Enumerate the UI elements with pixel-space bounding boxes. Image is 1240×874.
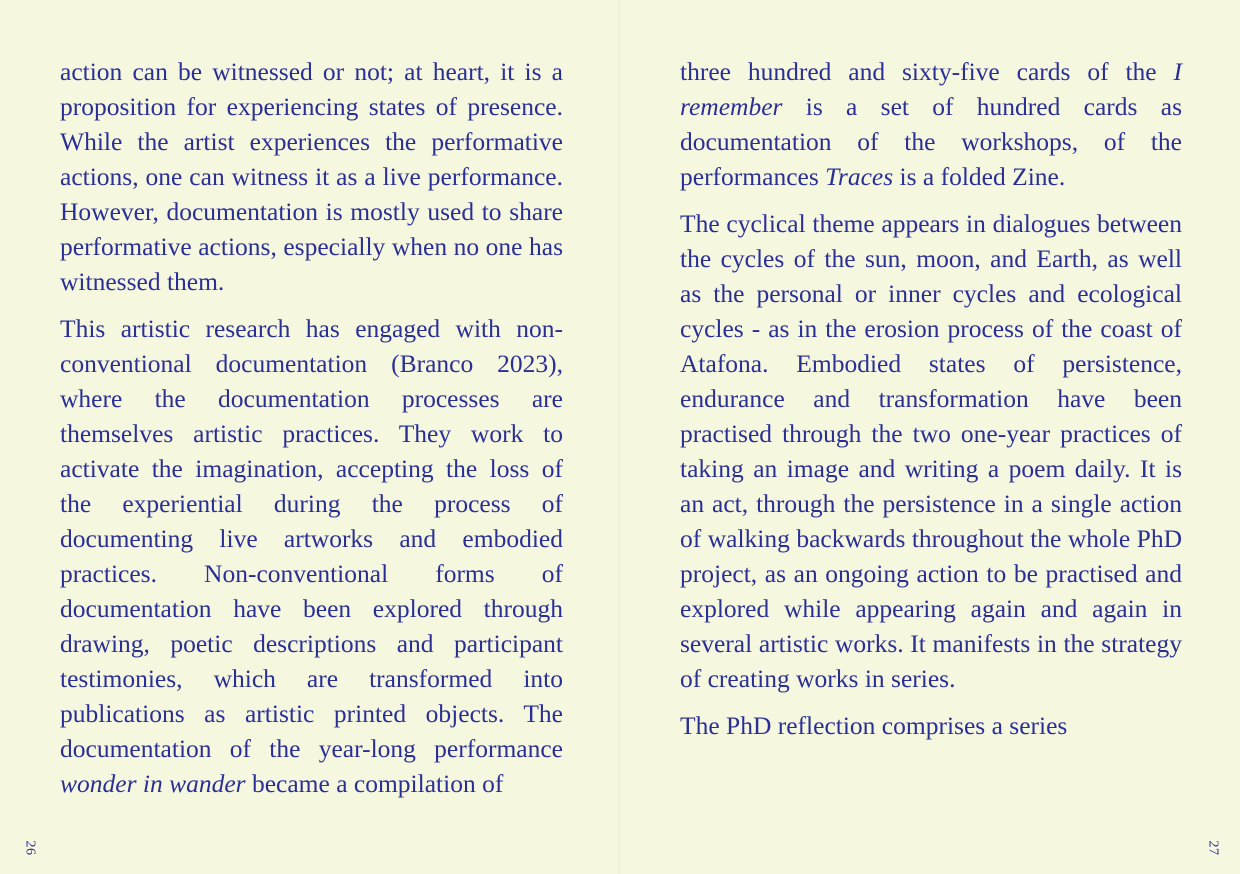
text-run: action can be witnessed or not; at heart, it is a proposition for experiencing states of presence. While the artist experiences the performative actions, one can witness it as a live performance. However, documentation is mostly used to share performative actions, especially when no one has witnessed them. [60,57,563,296]
text-run: This artistic research has engaged with non-conventional documentation (Branco 2023), where the documentation processes are themselves artistic practices. They work to activate the imagination, accepting the loss of the experiential during the process of documenting live artworks and embodied practices. Non-conventional forms of documentation have been explored through drawing, poetic descriptions and participant testimonies, which are transformed into publications as artistic printed objects. The documentation of the year-long performance [60,314,563,763]
italic-title: I remember [680,57,1182,121]
text-run: three hundred and sixty-five cards of the [680,57,1174,86]
left-text-column [60,54,563,801]
body-paragraph [680,54,1182,194]
text-run: The PhD reflection comprises a series [680,711,1068,740]
text-run: is a folded Zine. [893,162,1066,191]
page-number-right: 27 [1205,840,1221,856]
italic-title: wonder in wander [60,769,246,798]
body-paragraph [680,708,1182,743]
right-page [620,0,1240,874]
text-run: The cyclical theme appears in dialogues between the cycles of the sun, moon, and Earth, as well as the personal or inner cycles and ecological cycles - as in the erosion process of the coast of Atafona. Embodied states of persistence, endurance and transformation have been practised through the two one-year practices of taking an image and writing a poem daily. It is an act, through the persistence in a single action of walking backwards throughout the whole PhD project, as an ongoing action to be practised and explored while appearing again and again in several artistic works. It manifests in the strategy of creating works in series. [680,209,1182,693]
italic-title: Traces [825,162,894,191]
body-paragraph [680,206,1182,696]
body-paragraph [60,311,563,801]
body-paragraph [60,54,563,299]
page-number-left: 26 [22,840,38,856]
right-text-column [680,54,1182,743]
text-run: became a compilation of [245,769,504,798]
text-run: is a set of hundred cards as documentation of the workshops, of the performances [680,92,1182,191]
